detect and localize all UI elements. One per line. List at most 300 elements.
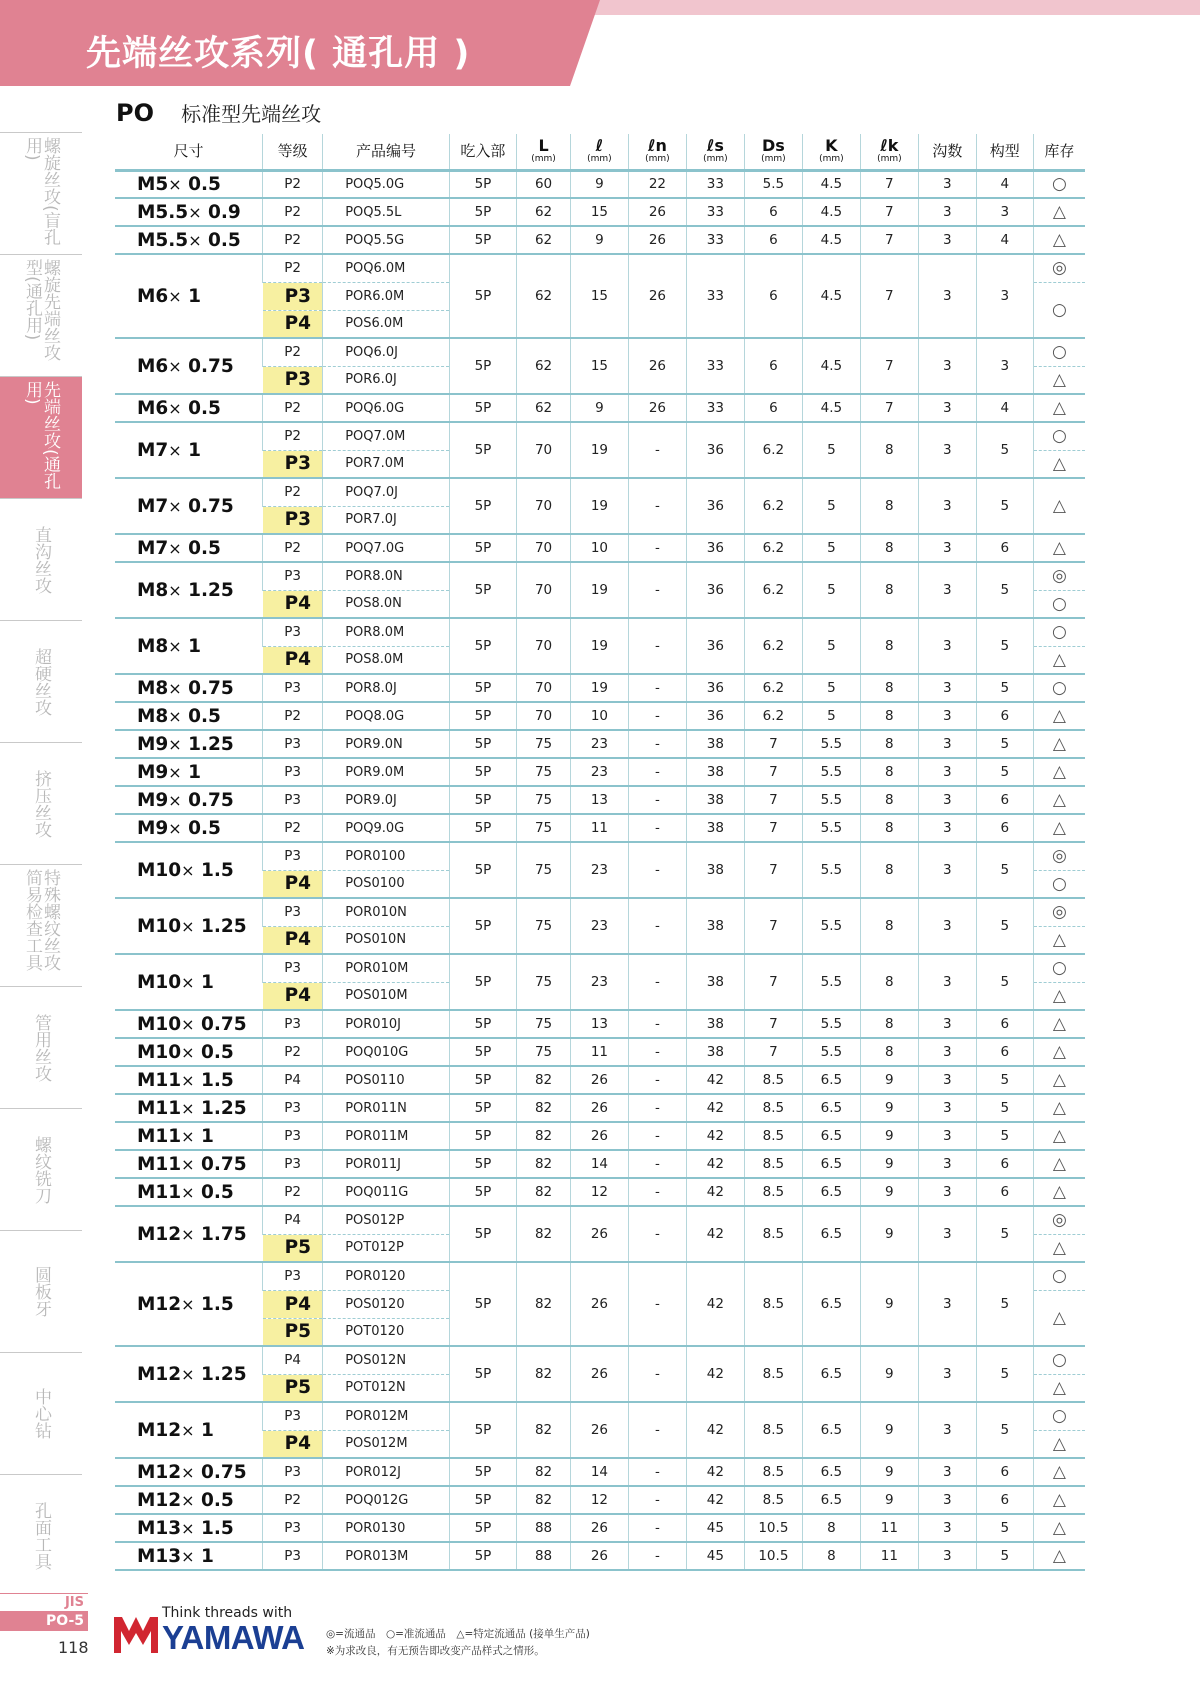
square-length-cell: 8 bbox=[860, 422, 918, 478]
square-length-cell: 7 bbox=[860, 198, 918, 226]
times-sign: × bbox=[168, 734, 182, 754]
size-cell: M11× 0.5 bbox=[115, 1178, 263, 1206]
column-header bbox=[976, 134, 1033, 170]
sidebar-item[interactable] bbox=[0, 1230, 82, 1352]
sidebar-item[interactable] bbox=[0, 376, 82, 498]
grade-cell: P4 bbox=[263, 310, 323, 338]
square-length-cell: 8 bbox=[860, 478, 918, 534]
product-code-cell: POS010M bbox=[323, 982, 450, 1010]
table-row bbox=[115, 1458, 1085, 1486]
stock-cell: △ bbox=[1033, 534, 1085, 562]
shank-length-cell: 45 bbox=[686, 1514, 744, 1542]
thread-length-cell: 13 bbox=[570, 1010, 628, 1038]
sidebar-item-label: 挤压丝攻 bbox=[31, 769, 51, 838]
shank-length-cell: 42 bbox=[686, 1458, 744, 1486]
thread-length-cell: 19 bbox=[570, 618, 628, 674]
product-code-cell: POS0110 bbox=[323, 1066, 450, 1094]
stock-cell: ○ bbox=[1033, 674, 1085, 702]
times-sign: × bbox=[168, 440, 182, 460]
sidebar-item-label: 特殊螺纹丝攻简易检查工具 bbox=[22, 868, 60, 971]
stock-cell: △ bbox=[1033, 1290, 1085, 1346]
square-cell: 5 bbox=[802, 618, 860, 674]
square-cell: 6.5 bbox=[802, 1178, 860, 1206]
shank-dia-cell: 5.5 bbox=[744, 170, 802, 198]
shank-length-cell: 42 bbox=[686, 1346, 744, 1402]
form-cell: 5 bbox=[976, 478, 1033, 534]
shank-dia-cell: 6 bbox=[744, 254, 802, 338]
times-sign: × bbox=[168, 398, 182, 418]
sidebar-item[interactable] bbox=[0, 1108, 82, 1230]
neck-length-cell: - bbox=[628, 478, 686, 534]
form-cell: 6 bbox=[976, 1038, 1033, 1066]
flutes-cell: 3 bbox=[918, 674, 976, 702]
column-header bbox=[918, 134, 976, 170]
column-unit: (mm) bbox=[531, 154, 556, 165]
table-row bbox=[115, 562, 1085, 590]
shank-dia-cell: 8.5 bbox=[744, 1206, 802, 1262]
section-tag bbox=[0, 1593, 88, 1631]
sidebar-item-label: 螺纹铣刀 bbox=[31, 1135, 51, 1204]
neck-length-cell: - bbox=[628, 786, 686, 814]
neck-length-cell: - bbox=[628, 1178, 686, 1206]
form-cell: 6 bbox=[976, 702, 1033, 730]
shank-dia-cell: 8.5 bbox=[744, 1262, 802, 1346]
sidebar-item[interactable] bbox=[0, 742, 82, 864]
length-cell: 82 bbox=[517, 1346, 571, 1402]
shank-length-cell: 38 bbox=[686, 898, 744, 954]
square-cell: 8 bbox=[802, 1542, 860, 1570]
shank-length-cell: 38 bbox=[686, 758, 744, 786]
shank-length-cell: 45 bbox=[686, 1542, 744, 1570]
product-code-cell: POR7.0M bbox=[323, 450, 450, 478]
stock-cell: ○ bbox=[1033, 590, 1085, 618]
table-row bbox=[115, 898, 1085, 926]
chamfer-cell: 5P bbox=[449, 562, 516, 618]
square-cell: 4.5 bbox=[802, 254, 860, 338]
grade-cell: P2 bbox=[263, 1486, 323, 1514]
sidebar-item[interactable] bbox=[0, 620, 82, 742]
chamfer-cell: 5P bbox=[449, 842, 516, 898]
square-cell: 6.5 bbox=[802, 1262, 860, 1346]
square-length-cell: 8 bbox=[860, 534, 918, 562]
sidebar-item[interactable] bbox=[0, 1352, 82, 1474]
times-sign: × bbox=[181, 1014, 195, 1034]
form-cell: 5 bbox=[976, 422, 1033, 478]
shank-length-cell: 42 bbox=[686, 1206, 744, 1262]
product-code-cell: POQ8.0G bbox=[323, 702, 450, 730]
size-cell: M6× 1 bbox=[115, 254, 263, 338]
shank-length-cell: 36 bbox=[686, 618, 744, 674]
size-cell: M9× 0.5 bbox=[115, 814, 263, 842]
product-code-cell: POQ6.0M bbox=[323, 254, 450, 282]
form-cell: 6 bbox=[976, 786, 1033, 814]
times-sign: × bbox=[168, 762, 182, 782]
column-header bbox=[744, 134, 802, 170]
chamfer-cell: 5P bbox=[449, 1066, 516, 1094]
neck-length-cell: - bbox=[628, 814, 686, 842]
flutes-cell: 3 bbox=[918, 1178, 976, 1206]
size-cell: M10× 0.5 bbox=[115, 1038, 263, 1066]
sidebar-item[interactable] bbox=[0, 1474, 82, 1596]
chamfer-cell: 5P bbox=[449, 534, 516, 562]
sidebar-item[interactable] bbox=[0, 864, 82, 986]
product-code-cell: POR8.0M bbox=[323, 618, 450, 646]
length-cell: 75 bbox=[517, 814, 571, 842]
page-number: 118 bbox=[58, 1638, 89, 1657]
neck-length-cell: - bbox=[628, 1094, 686, 1122]
square-cell: 6.5 bbox=[802, 1122, 860, 1150]
form-cell: 5 bbox=[976, 618, 1033, 674]
product-code-cell: POR010N bbox=[323, 898, 450, 926]
square-length-cell: 9 bbox=[860, 1150, 918, 1178]
shank-dia-cell: 6.2 bbox=[744, 618, 802, 674]
stock-legend bbox=[326, 1626, 590, 1660]
chamfer-cell: 5P bbox=[449, 674, 516, 702]
square-length-cell: 9 bbox=[860, 1206, 918, 1262]
form-cell: 5 bbox=[976, 842, 1033, 898]
product-code-cell: POQ010G bbox=[323, 1038, 450, 1066]
grade-cell: P2 bbox=[263, 1038, 323, 1066]
times-sign: × bbox=[181, 1462, 195, 1482]
length-cell: 75 bbox=[517, 758, 571, 786]
sidebar-item[interactable] bbox=[0, 254, 82, 376]
thread-length-cell: 9 bbox=[570, 226, 628, 254]
column-unit: (mm) bbox=[877, 154, 902, 165]
times-sign: × bbox=[188, 230, 202, 250]
square-length-cell: 8 bbox=[860, 758, 918, 786]
grade-cell: P2 bbox=[263, 394, 323, 422]
form-cell: 6 bbox=[976, 1486, 1033, 1514]
form-cell: 4 bbox=[976, 394, 1033, 422]
thread-length-cell: 23 bbox=[570, 842, 628, 898]
table-row bbox=[115, 674, 1085, 702]
thread-length-cell: 23 bbox=[570, 954, 628, 1010]
times-sign: × bbox=[181, 1182, 195, 1202]
chamfer-cell: 5P bbox=[449, 1122, 516, 1150]
shank-length-cell: 33 bbox=[686, 198, 744, 226]
times-sign: × bbox=[168, 706, 182, 726]
grade-cell: P3 bbox=[263, 1542, 323, 1570]
flutes-cell: 3 bbox=[918, 1206, 976, 1262]
square-length-cell: 8 bbox=[860, 786, 918, 814]
shank-dia-cell: 6 bbox=[744, 394, 802, 422]
times-sign: × bbox=[181, 1070, 195, 1090]
neck-length-cell: - bbox=[628, 1038, 686, 1066]
square-cell: 5.5 bbox=[802, 954, 860, 1010]
flutes-cell: 3 bbox=[918, 478, 976, 534]
thread-length-cell: 26 bbox=[570, 1514, 628, 1542]
length-cell: 62 bbox=[517, 338, 571, 394]
length-cell: 70 bbox=[517, 422, 571, 478]
square-length-cell: 8 bbox=[860, 1038, 918, 1066]
square-length-cell: 11 bbox=[860, 1514, 918, 1542]
flutes-cell: 3 bbox=[918, 338, 976, 394]
length-cell: 82 bbox=[517, 1066, 571, 1094]
thread-length-cell: 26 bbox=[570, 1122, 628, 1150]
neck-length-cell: - bbox=[628, 954, 686, 1010]
times-sign: × bbox=[181, 1490, 195, 1510]
product-code-cell: POR8.0J bbox=[323, 674, 450, 702]
flutes-cell: 3 bbox=[918, 226, 976, 254]
form-cell: 5 bbox=[976, 954, 1033, 1010]
product-code-cell: POR012J bbox=[323, 1458, 450, 1486]
stock-cell: ○ bbox=[1033, 870, 1085, 898]
product-heading bbox=[116, 98, 321, 127]
stock-cell: △ bbox=[1033, 1010, 1085, 1038]
thread-length-cell: 14 bbox=[570, 1150, 628, 1178]
table-row bbox=[115, 1066, 1085, 1094]
square-length-cell: 8 bbox=[860, 842, 918, 898]
table-row bbox=[115, 422, 1085, 450]
times-sign: × bbox=[168, 174, 182, 194]
times-sign: × bbox=[168, 580, 182, 600]
grade-cell: P3 bbox=[263, 1402, 323, 1430]
product-code-cell: POR0130 bbox=[323, 1514, 450, 1542]
flutes-cell: 3 bbox=[918, 1094, 976, 1122]
shank-dia-cell: 6.2 bbox=[744, 674, 802, 702]
sidebar-item[interactable] bbox=[0, 498, 82, 620]
grade-cell: P4 bbox=[263, 1066, 323, 1094]
table-row bbox=[115, 702, 1085, 730]
table-row bbox=[115, 1038, 1085, 1066]
table-row bbox=[115, 254, 1085, 282]
size-cell: M10× 0.75 bbox=[115, 1010, 263, 1038]
shank-length-cell: 36 bbox=[686, 534, 744, 562]
form-cell: 5 bbox=[976, 1542, 1033, 1570]
product-code-cell: POQ7.0G bbox=[323, 534, 450, 562]
table-row bbox=[115, 1178, 1085, 1206]
neck-length-cell: - bbox=[628, 1402, 686, 1458]
product-code-cell: POT0120 bbox=[323, 1318, 450, 1346]
product-code-cell: POR013M bbox=[323, 1542, 450, 1570]
size-cell: M8× 1 bbox=[115, 618, 263, 674]
neck-length-cell: - bbox=[628, 1206, 686, 1262]
shank-length-cell: 42 bbox=[686, 1122, 744, 1150]
square-length-cell: 7 bbox=[860, 226, 918, 254]
sidebar-item-label: 孔面工具 bbox=[31, 1501, 51, 1570]
stock-cell: △ bbox=[1033, 1458, 1085, 1486]
length-cell: 70 bbox=[517, 618, 571, 674]
neck-length-cell: - bbox=[628, 1122, 686, 1150]
shank-length-cell: 42 bbox=[686, 1094, 744, 1122]
shank-dia-cell: 8.5 bbox=[744, 1402, 802, 1458]
product-code-cell: POR010M bbox=[323, 954, 450, 982]
table-row bbox=[115, 618, 1085, 646]
chamfer-cell: 5P bbox=[449, 1262, 516, 1346]
size-cell: M12× 1.5 bbox=[115, 1262, 263, 1346]
grade-cell: P3 bbox=[263, 1010, 323, 1038]
column-header bbox=[628, 134, 686, 170]
size-cell: M11× 1.25 bbox=[115, 1094, 263, 1122]
length-cell: 82 bbox=[517, 1262, 571, 1346]
flutes-cell: 3 bbox=[918, 842, 976, 898]
column-header bbox=[860, 134, 918, 170]
sidebar-item[interactable] bbox=[0, 132, 82, 254]
grade-cell: P4 bbox=[263, 1430, 323, 1458]
size-cell: M7× 0.5 bbox=[115, 534, 263, 562]
length-cell: 70 bbox=[517, 562, 571, 618]
thread-length-cell: 13 bbox=[570, 786, 628, 814]
shank-dia-cell: 7 bbox=[744, 814, 802, 842]
neck-length-cell: - bbox=[628, 842, 686, 898]
product-code-cell: POQ5.5G bbox=[323, 226, 450, 254]
thread-length-cell: 11 bbox=[570, 1038, 628, 1066]
column-header-label: ℓ bbox=[595, 136, 604, 156]
shank-length-cell: 38 bbox=[686, 786, 744, 814]
product-code-cell: POR9.0N bbox=[323, 730, 450, 758]
stock-cell: △ bbox=[1033, 1234, 1085, 1262]
stock-cell: ◎ bbox=[1033, 1206, 1085, 1234]
footnote: ※为求改良，有无预告即改变产品样式之情形。 bbox=[326, 1645, 545, 1657]
stock-cell: △ bbox=[1033, 1038, 1085, 1066]
thread-length-cell: 26 bbox=[570, 1262, 628, 1346]
flutes-cell: 3 bbox=[918, 1486, 976, 1514]
square-cell: 5 bbox=[802, 562, 860, 618]
chamfer-cell: 5P bbox=[449, 814, 516, 842]
stock-cell: △ bbox=[1033, 1122, 1085, 1150]
flutes-cell: 3 bbox=[918, 702, 976, 730]
form-cell: 5 bbox=[976, 758, 1033, 786]
flutes-cell: 3 bbox=[918, 1010, 976, 1038]
stock-cell: △ bbox=[1033, 646, 1085, 674]
stock-cell: △ bbox=[1033, 814, 1085, 842]
times-sign: × bbox=[168, 538, 182, 558]
size-cell: M6× 0.5 bbox=[115, 394, 263, 422]
column-header-label: ℓk bbox=[880, 136, 899, 156]
chamfer-cell: 5P bbox=[449, 1010, 516, 1038]
size-cell: M9× 1.25 bbox=[115, 730, 263, 758]
chamfer-cell: 5P bbox=[449, 254, 516, 338]
product-code-cell: POQ5.5L bbox=[323, 198, 450, 226]
size-cell: M12× 1 bbox=[115, 1402, 263, 1458]
square-length-cell: 8 bbox=[860, 814, 918, 842]
times-sign: × bbox=[181, 1546, 195, 1566]
product-code-cell: POR012M bbox=[323, 1402, 450, 1430]
size-cell: M5× 0.5 bbox=[115, 170, 263, 198]
square-cell: 5.5 bbox=[802, 814, 860, 842]
grade-cell: P3 bbox=[263, 1514, 323, 1542]
size-cell: M6× 0.75 bbox=[115, 338, 263, 394]
chamfer-cell: 5P bbox=[449, 1514, 516, 1542]
flutes-cell: 3 bbox=[918, 898, 976, 954]
chamfer-cell: 5P bbox=[449, 422, 516, 478]
grade-cell: P3 bbox=[263, 450, 323, 478]
shank-length-cell: 42 bbox=[686, 1178, 744, 1206]
shank-dia-cell: 6.2 bbox=[744, 702, 802, 730]
product-code-cell: POR9.0M bbox=[323, 758, 450, 786]
form-cell: 5 bbox=[976, 898, 1033, 954]
square-cell: 5.5 bbox=[802, 786, 860, 814]
chamfer-cell: 5P bbox=[449, 702, 516, 730]
times-sign: × bbox=[181, 1098, 195, 1118]
size-cell: M13× 1.5 bbox=[115, 1514, 263, 1542]
size-cell: M10× 1.25 bbox=[115, 898, 263, 954]
neck-length-cell: - bbox=[628, 1346, 686, 1402]
flutes-cell: 3 bbox=[918, 422, 976, 478]
square-cell: 5 bbox=[802, 478, 860, 534]
product-code-cell: POQ9.0G bbox=[323, 814, 450, 842]
stock-cell: △ bbox=[1033, 1514, 1085, 1542]
size-cell: M5.5× 0.5 bbox=[115, 226, 263, 254]
neck-length-cell: - bbox=[628, 422, 686, 478]
square-length-cell: 9 bbox=[860, 1458, 918, 1486]
column-header bbox=[686, 134, 744, 170]
sidebar-item[interactable] bbox=[0, 986, 82, 1108]
product-code-cell: POS012M bbox=[323, 1430, 450, 1458]
column-header-label: 构型 bbox=[989, 141, 1020, 160]
length-cell: 75 bbox=[517, 898, 571, 954]
chamfer-cell: 5P bbox=[449, 1486, 516, 1514]
times-sign: × bbox=[181, 916, 195, 936]
square-cell: 5 bbox=[802, 534, 860, 562]
thread-length-cell: 9 bbox=[570, 394, 628, 422]
chamfer-cell: 5P bbox=[449, 786, 516, 814]
chamfer-cell: 5P bbox=[449, 198, 516, 226]
length-cell: 82 bbox=[517, 1122, 571, 1150]
column-header-label: 库存 bbox=[1044, 141, 1075, 160]
grade-cell: P3 bbox=[263, 1094, 323, 1122]
flutes-cell: 3 bbox=[918, 1262, 976, 1346]
product-code-cell: POR0100 bbox=[323, 842, 450, 870]
size-cell: M10× 1.5 bbox=[115, 842, 263, 898]
square-cell: 4.5 bbox=[802, 170, 860, 198]
chamfer-cell: 5P bbox=[449, 170, 516, 198]
thread-length-cell: 9 bbox=[570, 170, 628, 198]
flutes-cell: 3 bbox=[918, 1514, 976, 1542]
stock-cell: ○ bbox=[1033, 1346, 1085, 1374]
table-row bbox=[115, 1094, 1085, 1122]
form-cell: 6 bbox=[976, 1010, 1033, 1038]
sidebar-item-label: 螺旋丝攻(盲孔用) bbox=[22, 136, 60, 246]
square-length-cell: 7 bbox=[860, 394, 918, 422]
shank-dia-cell: 7 bbox=[744, 1038, 802, 1066]
table-row bbox=[115, 1150, 1085, 1178]
sidebar-item-label: 螺旋先端丝攻型(通孔用) bbox=[22, 258, 60, 361]
neck-length-cell: - bbox=[628, 1066, 686, 1094]
times-sign: × bbox=[181, 1042, 195, 1062]
form-cell: 5 bbox=[976, 562, 1033, 618]
square-cell: 6.5 bbox=[802, 1486, 860, 1514]
chamfer-cell: 5P bbox=[449, 954, 516, 1010]
shank-length-cell: 33 bbox=[686, 170, 744, 198]
neck-length-cell: - bbox=[628, 1514, 686, 1542]
product-code-cell: POR0120 bbox=[323, 1262, 450, 1290]
length-cell: 70 bbox=[517, 674, 571, 702]
column-header-label: Ds bbox=[761, 136, 785, 156]
grade-cell: P3 bbox=[263, 786, 323, 814]
product-code-cell: POQ6.0G bbox=[323, 394, 450, 422]
table-row bbox=[115, 226, 1085, 254]
size-cell: M8× 0.5 bbox=[115, 702, 263, 730]
length-cell: 62 bbox=[517, 226, 571, 254]
grade-cell: P2 bbox=[263, 534, 323, 562]
grade-cell: P2 bbox=[263, 814, 323, 842]
table-row bbox=[115, 842, 1085, 870]
neck-length-cell: - bbox=[628, 758, 686, 786]
product-code-cell: POT012N bbox=[323, 1374, 450, 1402]
shank-dia-cell: 6.2 bbox=[744, 534, 802, 562]
square-length-cell: 9 bbox=[860, 1178, 918, 1206]
section-label: PO-5 bbox=[0, 1611, 88, 1631]
thread-length-cell: 26 bbox=[570, 1206, 628, 1262]
flutes-cell: 3 bbox=[918, 786, 976, 814]
form-cell: 4 bbox=[976, 170, 1033, 198]
column-header-label: K bbox=[825, 136, 838, 156]
product-code-cell: POT012P bbox=[323, 1234, 450, 1262]
length-cell: 75 bbox=[517, 954, 571, 1010]
thread-length-cell: 23 bbox=[570, 730, 628, 758]
square-length-cell: 9 bbox=[860, 1122, 918, 1150]
